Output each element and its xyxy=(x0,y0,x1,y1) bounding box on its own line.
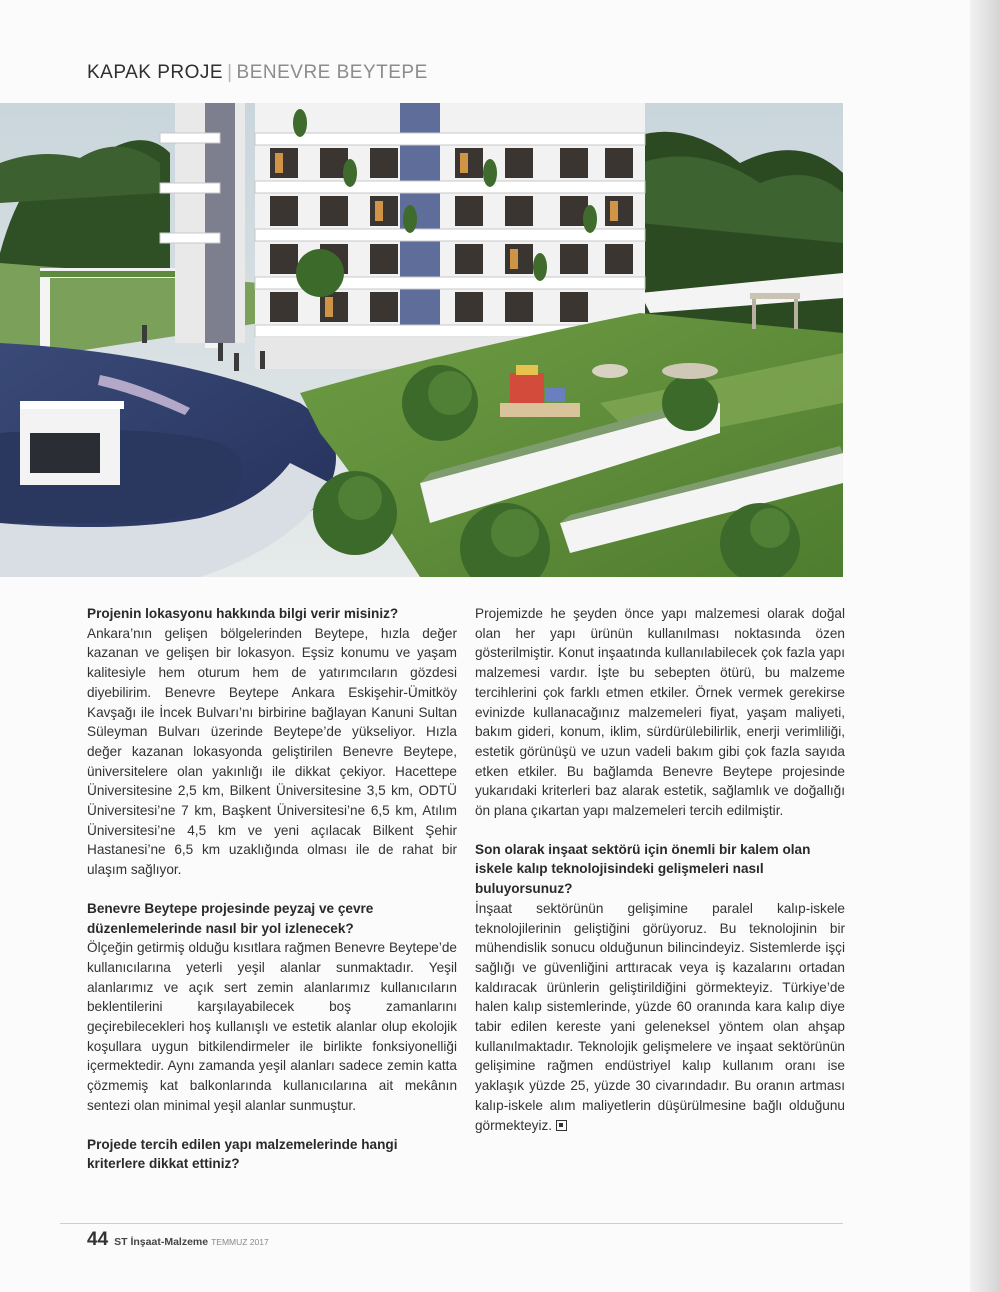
question-landscape: Benevre Beytepe projesinde peyzaj ve çevre düzenlemelerinde nasıl bir yol izlenecek? xyxy=(87,900,374,936)
answer-scaffolding-paragraph xyxy=(475,899,845,1135)
page-number: 44 xyxy=(87,1229,109,1250)
article-left-column xyxy=(87,604,457,1174)
answer-landscape: Ölçeğin getirmiş olduğu kısıtlara rağmen Benevre Beytepe’de kullanıcılarına yeterli yeşil alanlar sunmaktadır. Yeşil alanlarımız ve açık sert zemin alanlarımız kullanıcıların beklentilerini karşılayabilecek boş zamanlarını geçirebilecekleri hoş kullanışlı ve estetik alanlar olup ekolojik koşullara uygun bitkilendirmeler ile birlikte fonksiyonelliği içermektedir. Aynı zamanda yeşil alanları sadece zemin katta çözmemiş kat balkonlarında kullanıcılarına ait mekânın sentezi olan minimal yeşil alanlar sunmuştur. xyxy=(87,940,457,1113)
page-footer xyxy=(87,1229,269,1251)
project-title: BENEVRE BEYTEPE xyxy=(236,62,428,83)
answer-materials: Projemizde he şeyden önce yapı malzemesi olarak doğal olan her yapı ürünün kullanılması noktasında özen gösterilmiştir. Konut inşaatında kullanılabilecek çok fazla yapı malzemesi vardır. İşte bu sebepten ötürü, bu malzeme tercihlerini çok farklı etmen etkiler. Örnek vermek gerekirse evinizde kullanacağınız malzemeleri fiyat, yaşam maliyeti, bakım gideri, konum, iklim, sürdürülebilirlik, enerji verimliliği, estetik görünüşü ve uzun vadeli bakım gibi çok fazla sayıda etken etkiler. Bu bağlamda Benevre Beytepe projesinde yukarıdaki kriterleri baz alarak estetik, sağlamlık ve doğallığı ön plana çıkartan yapı malzemeleri tercih edilmiştir. xyxy=(475,606,845,819)
footer-rule xyxy=(60,1223,843,1224)
header-separator: | xyxy=(227,62,233,83)
section-header xyxy=(87,62,428,84)
section-label: KAPAK PROJE xyxy=(87,62,224,83)
question-location: Projenin lokasyonu hakkında bilgi verir misiniz? xyxy=(87,606,399,621)
project-render-image xyxy=(0,103,843,577)
end-of-article-icon xyxy=(556,1120,567,1131)
issue-date: TEMMUZ 2017 xyxy=(211,1237,269,1247)
answer-location: Ankara’nın gelişen bölgelerinden Beytepe, hızla değer kazanan ve gelişen bir lokasyon. Eşsiz konumu ve yaşam kalitesiyle hem oturum hem de yatırımcıların gözdesi diyebilirim. Benevre Beytepe Ankara Eskişehir-Ümitköy Kavşağı ile İncek Bulvarı’nı birbirine bağlayan Kanuni Sultan Süleyman Bulvarı üzerinde Beytepe’de yükseliyor. Hızla değer kazanan lokasyonda geliştirilen Benevre Beytepe, üniversitelere olan yakınlığı ile dikkat çekiyor. Hacettepe Üniversitesine 2,5 km, Bilkent Üniversitesine 3,5 km, ODTÜ Üniversitesi’ne 7 km, Başkent Üniversitesi’ne 6,5 km, Atılım Üniversitesi’ne 4,5 km ve yeni açılacak Bilkent Şehir Hastanesi’ne 6,5 km uzaklığında olması ile de rahat bir ulaşım sağlıyor. xyxy=(87,625,457,878)
page-curl-shadow xyxy=(970,0,1000,1292)
magazine-name: ST İnşaat-Malzeme xyxy=(114,1236,209,1248)
question-materials: Projede tercih edilen yapı malzemelerinde hangi kriterlere dikkat ettiniz? xyxy=(87,1136,398,1172)
article-right-column xyxy=(475,604,845,1135)
answer-scaffolding: İnşaat sektörünün gelişimine paralel kalıp-iskele teknolojilerinin geliştiğini görüyoruz. Bu teknolojinin bir mühendislik sonucu olduğunun bilincindeyiz. Sistemlerde işçi sağlığı ve güvenliğini arttıracak veya iş kazalarını ortadan kaldıracak ürünlerin geliştirildiğini görmekteyiz. Türkiye’de halen kalıp sistemlerinde, yüzde 60 oranında kara kalıp diye tabir edilen kereste yani geleneksel yöntem olan ahşap kullanılmaktadır. Teknolojik gelişmelere ve inşaat sektörünün gelişimine rağmen endüstriyel kalıp kullanım oranı ise yaklaşık yüzde 25, yüzde 30 civarındadır. Bu oranın artması kalıp-iskele alım maliyetlerin düşürülmesine bağlı olduğunu görmekteyiz. xyxy=(475,900,845,1133)
question-scaffolding: Son olarak inşaat sektörü için önemli bir kalem olan iskele kalıp teknolojisindeki gelişmeleri nasıl buluyorsunuz? xyxy=(475,841,811,897)
